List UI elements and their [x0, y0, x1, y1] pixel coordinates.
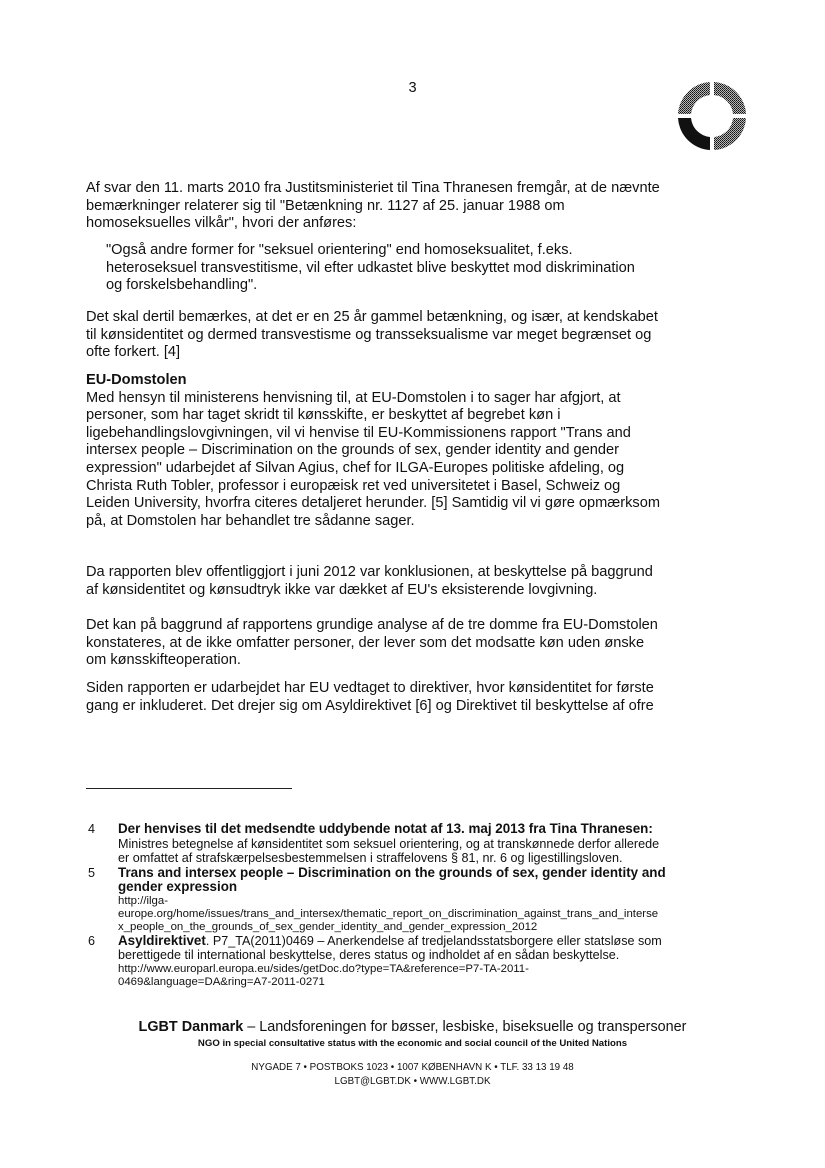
section-heading: EU-Domstolen [86, 372, 187, 388]
text-line: Ministres betegnelse af kønsidentitet som seksuel orientering, og at transkønnede derfor allerede [118, 836, 660, 851]
text-line: Det kan på baggrund af rapportens grundige analyse af de tre domme fra EU-Domstolen [86, 617, 658, 633]
footnote-link[interactable]: http://ilga- [118, 894, 169, 907]
text-line: Det skal dertil bemærkes, at det er en 25 år gammel betænkning, og især, at kendskabet [86, 309, 658, 325]
text-line: berettigede til international beskyttelse, deres status og indholdet af en sådan beskyttelse. [118, 948, 620, 962]
footnote-6 [88, 934, 788, 989]
text-line: konstateres, at de ikke omfatter personer, der lever som det modsatte køn uden ønske [86, 634, 645, 651]
footer-org-name: LGBT Danmark [138, 1019, 244, 1035]
text-line: personer, som har taget skridt til kønsskifte, er beskyttet af begrebet køn i [86, 407, 561, 424]
text-line: om kønsskifteoperation. [86, 652, 241, 669]
text-line: af kønsidentitet og kønsudtryk ikke var dækket af EU's eksisterende lovgivning. [86, 581, 598, 598]
footer-contact[interactable]: LGBT@LGBT.DK • WWW.LGBT.DK [334, 1076, 491, 1087]
block-quote [106, 242, 635, 295]
footnote-link[interactable]: x_people_on_the_grounds_of_sex_gender_identity_and_gender_expression_2012 [118, 920, 538, 933]
footnote-link[interactable]: 0469&language=DA&ring=A7-2011-0271 [118, 975, 325, 988]
text-line: . P7_TA(2011)0469 – Anerkendelse af tredjelandsstatsborgere eller statsløse som [205, 933, 662, 948]
footnote-4 [88, 822, 788, 866]
text-line: er omfattet af strafskærpelsesbestemmelsen i straffelovens § 81, nr. 6 og ligestillingsloven. [118, 851, 623, 865]
text-line: Med hensyn til ministerens henvisning til, at EU-Domstolen i to sager har afgjort, at [86, 389, 621, 406]
text-line: gang er inkluderet. Det drejer sig om Asyldirektivet [6] og Direktivet til beskyttelse af ofre [86, 697, 654, 714]
text-line: expression" udarbejdet af Silvan Agius, chef for ILGA-Europes politiske afdeling, og [86, 459, 625, 476]
text-line: Siden rapporten er udarbejdet har EU vedtaget to direktiver, hvor kønsidentitet for første [86, 680, 654, 696]
text-line: og forskelsbehandling". [106, 277, 258, 294]
text-line: til kønsidentitet og dermed transvestisme og transseksualisme var meget begrænset og [86, 326, 652, 343]
footnote-title: Der henvises til det medsendte uddybende notat af 13. maj 2013 fra Tina Thranesen: [118, 821, 653, 836]
text-line: homoseksuelles vilkår", hvori der anføres: [86, 215, 357, 232]
footer-org-line [0, 1019, 825, 1035]
text-line: Da rapporten blev offentliggjort i juni 2012 var konklusionen, at beskyttelse på baggrund [86, 564, 653, 580]
text-line: Christa Ruth Tobler, professor i europæisk ret ved universitetet i Basel, Schweiz og [86, 477, 621, 494]
footnote-link[interactable]: europe.org/home/issues/trans_and_intersex/thematic_report_on_discrimination_against_trans_and_interse [118, 907, 659, 920]
section-eu-domstolen [86, 372, 660, 530]
paragraph-6 [86, 680, 654, 715]
footer-tagline: – Landsforeningen for bøsser, lesbiske, biseksuelle og transpersoner [243, 1019, 687, 1035]
text-line: ligebehandlingslovgivningen, vil vi henvise til EU-Kommissionens rapport "Trans and [86, 424, 631, 441]
paragraph-4 [86, 564, 653, 599]
paragraph-1 [86, 180, 660, 233]
text-line: ofte forkert. [4] [86, 344, 181, 361]
footnote-divider [86, 788, 292, 789]
footnote-link[interactable]: http://www.europarl.europa.eu/sides/getDoc.do?type=TA&reference=P7-TA-2011- [118, 962, 529, 975]
text-line: bemærkninger relaterer sig til "Betænkning nr. 1127 af 25. januar 1988 om [86, 197, 565, 214]
footer-ngo-status: NGO in special consultative status with the economic and social council of the United Nations [197, 1038, 628, 1049]
text-line: heteroseksuel transvestitisme, vil efter udkastet blive beskyttet mod diskrimination [106, 259, 635, 276]
text-line: intersex people – Discrimination on the grounds of sex, gender identity and gender [86, 442, 619, 459]
text-line: Leiden University, hvorfra citeres detaljeret herunder. [5] Samtidig vil vi gøre opmærksom [86, 495, 660, 512]
footnote-title: Trans and intersex people – Discrimination on the grounds of sex, gender identity and [118, 864, 666, 880]
footnote-number: 6 [88, 933, 96, 948]
text-line: "Også andre former for "seksuel orientering" end homoseksualitet, f.eks. [106, 242, 573, 258]
lgbt-danmark-ring-logo [676, 80, 748, 152]
footer-address: NYGADE 7 • POSTBOKS 1023 • 1007 KØBENHAVN K • TLF. 33 13 19 48 [251, 1062, 574, 1073]
footnotes [88, 822, 788, 989]
footnote-number: 5 [88, 865, 96, 880]
paragraph-5 [86, 617, 658, 670]
page-number: 3 [408, 80, 417, 96]
paragraph-2 [86, 309, 658, 362]
footnote-title: Asyldirektivet [118, 932, 206, 948]
text-line: Af svar den 11. marts 2010 fra Justitsministeriet til Tina Thranesen fremgår, at de nævnte [86, 180, 660, 196]
footnote-number: 4 [88, 822, 96, 836]
text-line: på, at Domstolen har behandlet tre sådanne sager. [86, 512, 415, 529]
footnote-5 [88, 866, 788, 934]
footnote-title: gender expression [118, 879, 238, 894]
